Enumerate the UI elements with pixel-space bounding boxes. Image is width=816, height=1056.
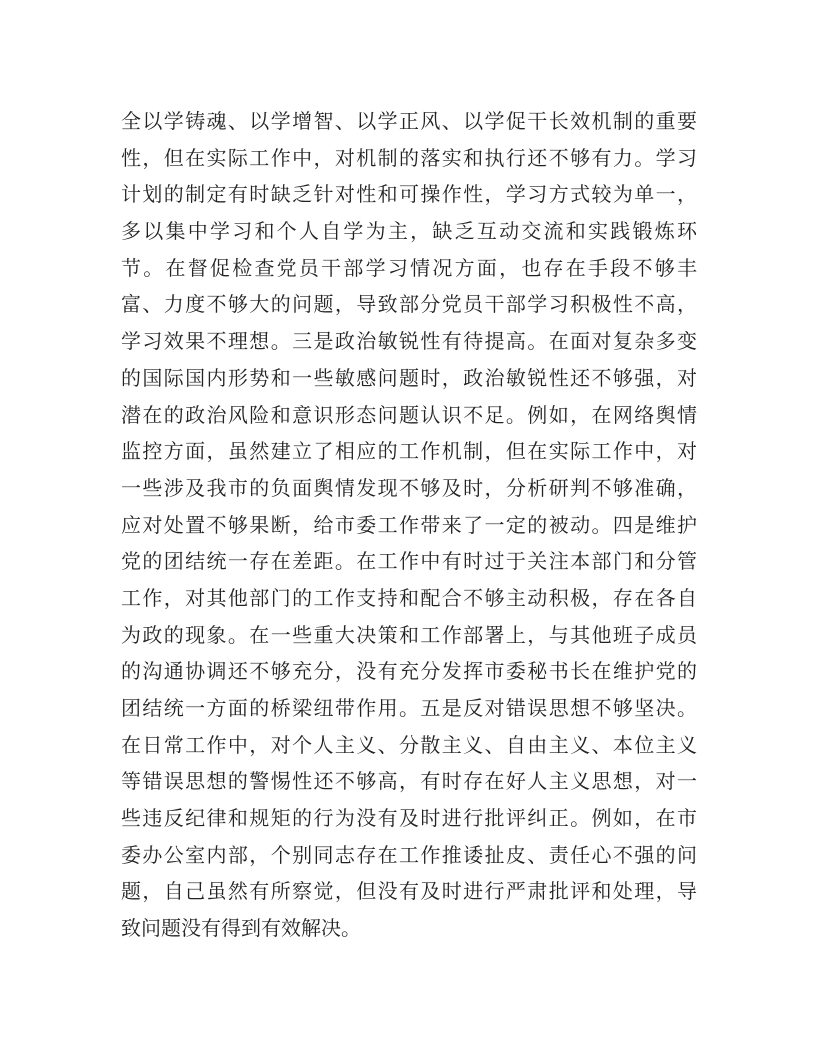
text-line: 富、力度不够大的问题，导致部分党员干部学习积极性不高，	[121, 292, 697, 317]
text-line: 监控方面，虽然建立了相应的工作机制，但在实际工作中，对	[121, 439, 697, 464]
text-line: 的沟通协调还不够充分，没有充分发挥市委秘书长在维护党的	[121, 659, 697, 684]
text-line: 计划的制定有时缺乏针对性和可操作性，学习方式较为单一，	[121, 182, 697, 207]
text-line: 一些涉及我市的负面舆情发现不够及时，分析研判不够准确，	[121, 475, 697, 500]
text-line: 应对处置不够果断，给市委工作带来了一定的被动。四是维护	[121, 512, 697, 537]
text-line: 等错误思想的警惕性还不够高，有时存在好人主义思想，对一	[121, 769, 697, 794]
text-line: 团结统一方面的桥梁纽带作用。五是反对错误思想不够坚决。	[121, 696, 697, 720]
text-line: 委办公室内部，个别同志存在工作推诿扯皮、责任心不强的问	[121, 842, 697, 867]
text-line: 致问题没有得到有效解决。	[121, 916, 361, 941]
text-line: 学习效果不理想。三是政治敏锐性有待提高。在面对复杂多变	[121, 329, 697, 354]
text-line: 在日常工作中，对个人主义、分散主义、自由主义、本位主义	[121, 732, 697, 757]
text-line: 多以集中学习和个人自学为主，缺乏互动交流和实践锻炼环	[121, 219, 697, 244]
text-line: 些违反纪律和规矩的行为没有及时进行批评纠正。例如，在市	[121, 806, 697, 831]
text-line: 节。在督促检查党员干部学习情况方面，也存在手段不够丰	[121, 255, 697, 280]
text-line: 工作，对其他部门的工作支持和配合不够主动积极，存在各自	[121, 585, 697, 610]
text-line: 党的团结统一存在差距。在工作中有时过于关注本部门和分管	[121, 549, 697, 574]
text-line: 全以学铸魂、以学增智、以学正风、以学促干长效机制的重要	[121, 109, 697, 133]
text-line: 为政的现象。在一些重大决策和工作部署上，与其他班子成员	[121, 622, 697, 647]
text-line: 潜在的政治风险和意识形态问题认识不足。例如，在网络舆情	[121, 402, 697, 427]
body-paragraph	[121, 103, 697, 947]
text-line: 题，自己虽然有所察觉，但没有及时进行严肃批评和处理，导	[121, 879, 697, 904]
text-line: 性，但在实际工作中，对机制的落实和执行还不够有力。学习	[121, 145, 697, 170]
text-line: 的国际国内形势和一些敏感问题时，政治敏锐性还不够强，对	[121, 365, 697, 390]
